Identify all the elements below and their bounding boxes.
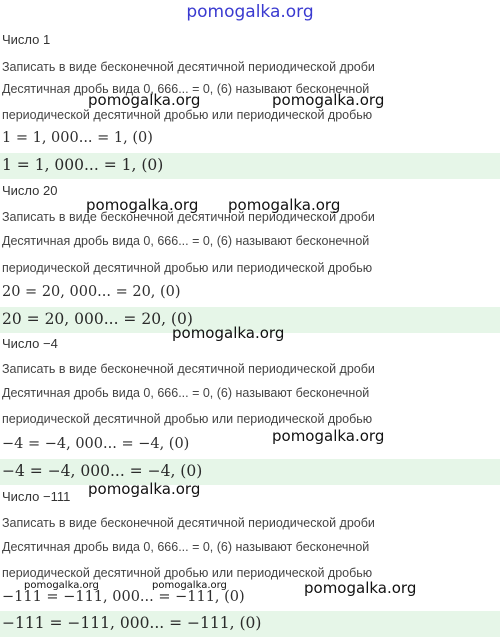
watermark-text: pomogalka.org [86, 196, 199, 214]
section-title: Число −4 [2, 336, 58, 351]
instruction-text: Записать в виде бесконечной десятичной периодической дроби [2, 516, 375, 530]
equation: −4 = −4, 000... = −4, (0) [2, 436, 190, 452]
instruction-text: Записать в виде бесконечной десятичной периодической дроби [2, 362, 375, 376]
explanation-line: периодической десятичной дробью или периодической дробью [2, 108, 373, 122]
section-title: Число 20 [2, 183, 58, 198]
instruction-text: Записать в виде бесконечной десятичной периодической дроби [2, 210, 375, 224]
explanation-line: периодической десятичной дробью или периодической дробью [2, 261, 373, 275]
explanation-line: Десятичная дробь вида 0, 666... = 0, (6) называют бесконечной [2, 386, 370, 400]
explanation-line: Десятичная дробь вида 0, 666... = 0, (6) называют бесконечной [2, 234, 370, 248]
watermark-text: pomogalka.org [304, 579, 417, 597]
watermark-text: pomogalka.org [88, 91, 201, 109]
explanation-line: периодической десятичной дробью или периодической дробью [2, 566, 373, 580]
answer-equation: −4 = −4, 000... = −4, (0) [2, 462, 203, 480]
answer-equation: 1 = 1, 000... = 1, (0) [2, 156, 164, 174]
watermark-text: pomogalka.org [24, 580, 99, 591]
answer-equation: −111 = −111, 000... = −111, (0) [2, 614, 262, 632]
watermark-text: pomogalka.org [228, 196, 341, 214]
explanation-line: Десятичная дробь вида 0, 666... = 0, (6) называют бесконечной [2, 82, 370, 96]
explanation-line: Десятичная дробь вида 0, 666... = 0, (6) называют бесконечной [2, 540, 370, 554]
equation: −111 = −111, 000... = −111, (0) [2, 589, 245, 605]
equation: 20 = 20, 000... = 20, (0) [2, 284, 181, 300]
section-title: Число −111 [2, 489, 71, 504]
watermark-text: pomogalka.org [172, 324, 285, 342]
watermark-text: pomogalka.org [272, 427, 385, 445]
watermark-text: pomogalka.org [152, 580, 227, 591]
watermark-text: pomogalka.org [272, 91, 385, 109]
watermark-text: pomogalka.org [88, 480, 201, 498]
instruction-text: Записать в виде бесконечной десятичной периодической дроби [2, 60, 375, 74]
answer-equation: 20 = 20, 000... = 20, (0) [2, 310, 193, 328]
explanation-line: периодической десятичной дробью или периодической дробью [2, 412, 373, 426]
equation: 1 = 1, 000... = 1, (0) [2, 130, 153, 146]
section-title: Число 1 [2, 32, 51, 47]
header-watermark: pomogalka.org [186, 2, 314, 22]
